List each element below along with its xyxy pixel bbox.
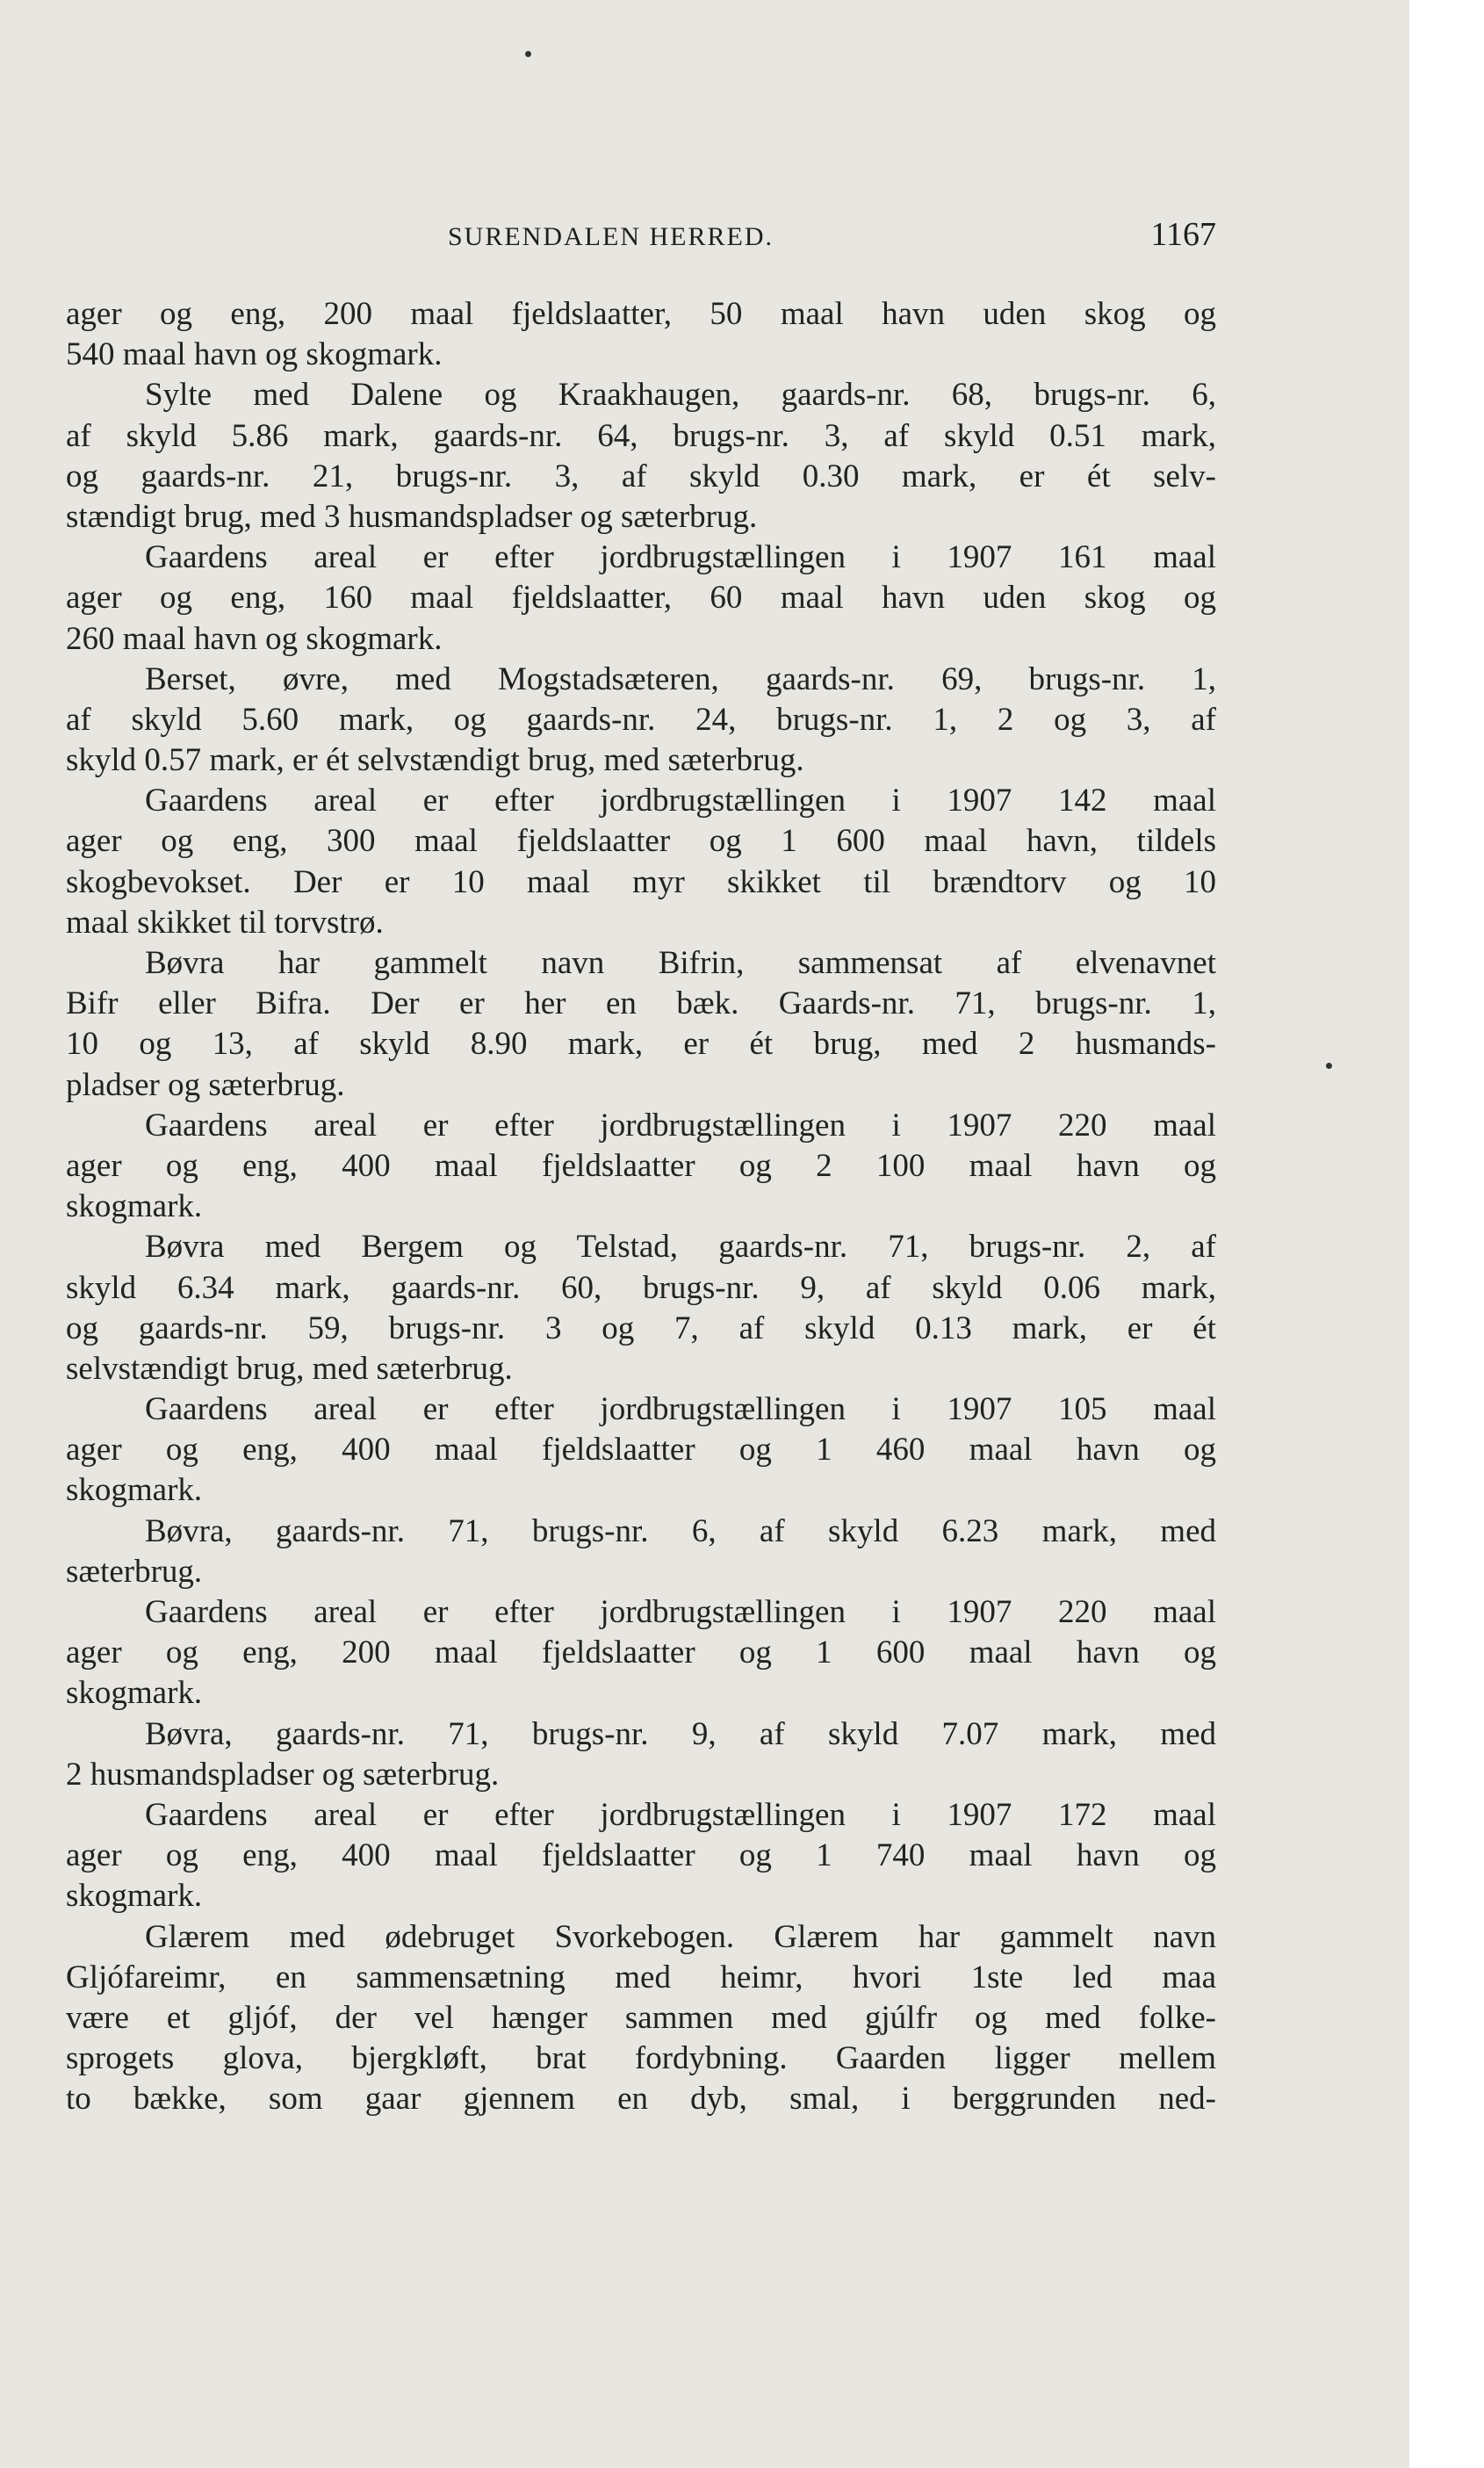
running-head: [66, 215, 1216, 268]
text-line: af skyld 5.86 mark, gaards-nr. 64, brugs-nr. 3, af skyld 0.51 mark,: [66, 417, 1216, 454]
text-line: Bifr eller Bifra. Der er her en bæk. Gaards-nr. 71, brugs-nr. 1,: [66, 985, 1216, 1022]
text-line: ager og eng, 200 maal fjeldslaatter og 1 600 maal havn og: [66, 1635, 1216, 1671]
text-line: skyld 0.57 mark, er ét selvstændigt brug, med sæterbrug.: [66, 742, 804, 779]
text-line: ager og eng, 300 maal fjeldslaatter og 1 600 maal havn, tildels: [66, 823, 1216, 860]
text-line: skogmark.: [66, 1675, 203, 1712]
text-line: Bøvra med Bergem og Telstad, gaards-nr. 71, brugs-nr. 2, af: [145, 1229, 1216, 1266]
text-line: selvstændigt brug, med sæterbrug.: [66, 1350, 513, 1387]
text-line: Gaardens areal er efter jordbrugstællingen i 1907 220 maal: [145, 1594, 1216, 1630]
text-line: ager og eng, 160 maal fjeldslaatter, 60 maal havn uden skog og: [66, 580, 1216, 617]
text-line: og gaards-nr. 21, brugs-nr. 3, af skyld 0.30 mark, er ét selv-: [66, 458, 1216, 494]
text-line: Gaardens areal er efter jordbrugstællingen i 1907 220 maal: [145, 1107, 1216, 1144]
text-line: Sylte med Dalene og Kraakhaugen, gaards-nr. 68, brugs-nr. 6,: [145, 377, 1216, 414]
text-line: af skyld 5.60 mark, og gaards-nr. 24, brugs-nr. 1, 2 og 3, af: [66, 701, 1216, 738]
body-text: [66, 294, 1216, 2119]
text-line: Bøvra, gaards-nr. 71, brugs-nr. 9, af skyld 7.07 mark, med: [145, 1715, 1216, 1752]
text-line: skogmark.: [66, 1878, 203, 1915]
text-line: sprogets glova, bjergkløft, brat fordybning. Gaarden ligger mellem: [66, 2040, 1216, 2077]
text-line: Gaardens areal er efter jordbrugstællingen i 1907 142 maal: [145, 783, 1216, 819]
text-line: ager og eng, 200 maal fjeldslaatter, 50 maal havn uden skog og: [66, 296, 1216, 332]
page-number: 1167: [1150, 216, 1216, 253]
text-line: Gaardens areal er efter jordbrugstællingen i 1907 105 maal: [145, 1391, 1216, 1428]
text-line: Gljófareimr, en sammensætning med heimr, hvori 1ste led maa: [66, 1959, 1216, 1995]
text-line: maal skikket til torvstrø.: [66, 904, 384, 941]
text-line: 540 maal havn og skogmark.: [66, 336, 443, 373]
print-speck: [1326, 1063, 1332, 1069]
text-line: Gaardens areal er efter jordbrugstællingen i 1907 161 maal: [145, 539, 1216, 576]
text-line: ager og eng, 400 maal fjeldslaatter og 2 100 maal havn og: [66, 1147, 1216, 1184]
text-line: skogmark.: [66, 1188, 203, 1225]
text-line: skogbevokset. Der er 10 maal myr skikket til brændtorv og 10: [66, 863, 1216, 900]
text-line: skyld 6.34 mark, gaards-nr. 60, brugs-nr. 9, af skyld 0.06 mark,: [66, 1269, 1216, 1306]
text-line: pladser og sæterbrug.: [66, 1066, 345, 1103]
page-margin-bleed: [1409, 0, 1484, 2468]
text-line: Bøvra har gammelt navn Bifrin, sammensat af elvenavnet: [145, 945, 1216, 981]
text-line: Gaardens areal er efter jordbrugstællingen i 1907 172 maal: [145, 1796, 1216, 1833]
text-line: være et gljóf, der vel hænger sammen med gjúlfr og med folke-: [66, 1999, 1216, 2036]
text-line: sæterbrug.: [66, 1553, 203, 1590]
text-line: og gaards-nr. 59, brugs-nr. 3 og 7, af skyld 0.13 mark, er ét: [66, 1310, 1216, 1346]
print-speck: [525, 51, 531, 57]
text-line: ager og eng, 400 maal fjeldslaatter og 1 740 maal havn og: [66, 1837, 1216, 1874]
text-line: ager og eng, 400 maal fjeldslaatter og 1 460 maal havn og: [66, 1432, 1216, 1469]
text-line: Glærem med ødebruget Svorkebogen. Glærem har gammelt navn: [145, 1918, 1216, 1955]
text-line: 2 husmandspladser og sæterbrug.: [66, 1756, 500, 1793]
text-line: 10 og 13, af skyld 8.90 mark, er ét brug, med 2 husmands-: [66, 1026, 1216, 1063]
text-line: 260 maal havn og skogmark.: [66, 620, 443, 657]
text-line: to bække, som gaar gjennem en dyb, smal, i berggrunden ned-: [66, 2081, 1216, 2118]
running-head-title: SURENDALEN HERRED.: [448, 222, 774, 251]
text-line: Bøvra, gaards-nr. 71, brugs-nr. 6, af skyld 6.23 mark, med: [145, 1512, 1216, 1549]
text-line: Berset, øvre, med Mogstadsæteren, gaards-nr. 69, brugs-nr. 1,: [145, 660, 1216, 697]
text-line: stændigt brug, med 3 husmandspladser og sæterbrug.: [66, 498, 758, 535]
text-line: skogmark.: [66, 1472, 203, 1509]
